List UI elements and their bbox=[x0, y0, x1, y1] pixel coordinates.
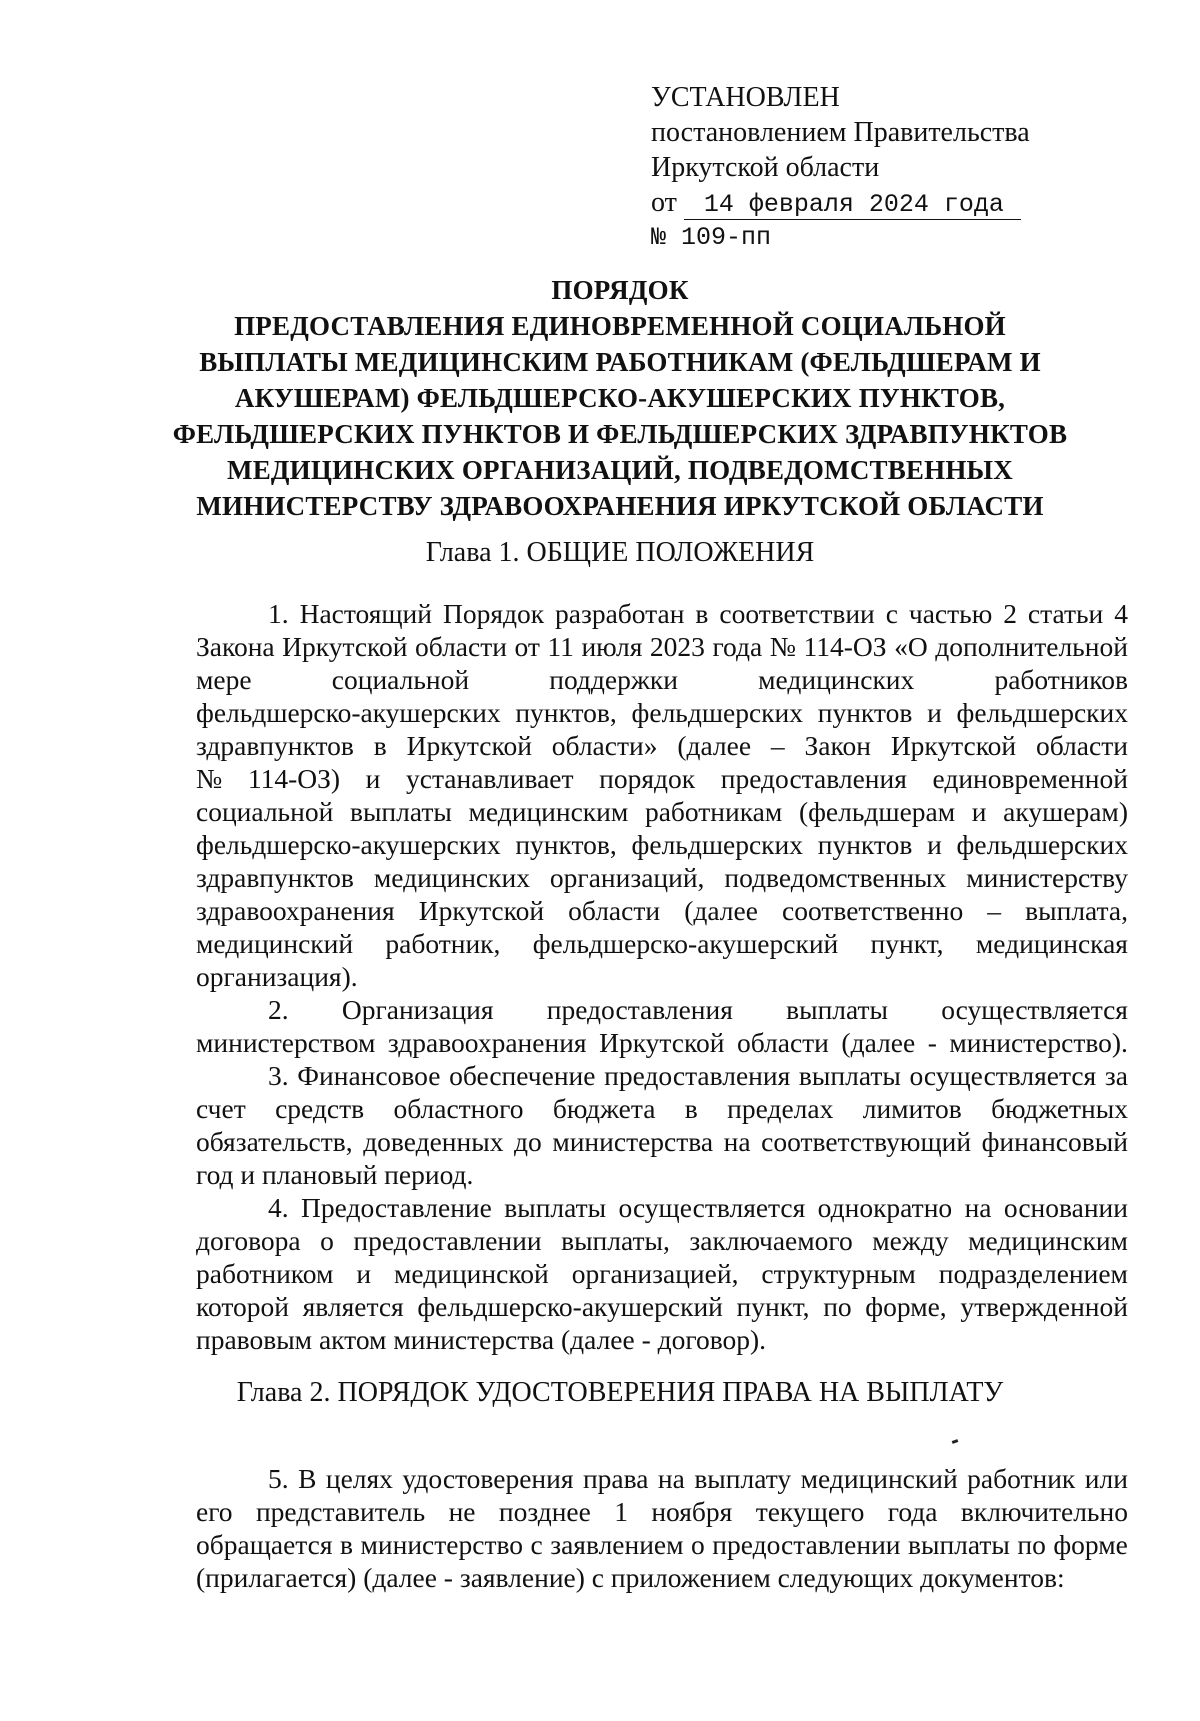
paragraph-line bbox=[196, 1059, 1128, 1092]
word: (далее bbox=[684, 895, 758, 926]
word: и bbox=[971, 796, 987, 827]
word: осуществляется bbox=[909, 1060, 1097, 1091]
word: пунктов, bbox=[515, 829, 617, 860]
word: и bbox=[356, 1258, 372, 1289]
word: здравпунктов bbox=[196, 862, 354, 893]
word: порядок bbox=[599, 763, 696, 794]
word: министерство bbox=[360, 1529, 524, 1560]
word: включительно bbox=[960, 1496, 1128, 1527]
word: представитель bbox=[255, 1496, 426, 1527]
word: подведомственных bbox=[724, 862, 947, 893]
word: права bbox=[582, 1463, 649, 1494]
paragraph-line bbox=[196, 960, 1128, 993]
word: о bbox=[691, 1529, 705, 1560]
word: мере bbox=[196, 664, 252, 695]
chapter-2-text bbox=[196, 1462, 1128, 1594]
title-line: АКУШЕРАМ) ФЕЛЬДШЕРСКО-АКУШЕРСКИХ ПУНКТОВ, bbox=[234, 383, 1006, 413]
word: работником bbox=[196, 1258, 334, 1289]
word: по bbox=[823, 1291, 852, 1322]
word: обязательств, bbox=[196, 1126, 353, 1157]
word: выплаты bbox=[786, 994, 888, 1025]
word: на bbox=[657, 1463, 685, 1494]
paragraph-line bbox=[196, 1528, 1128, 1561]
word: года bbox=[712, 631, 763, 662]
word: о bbox=[320, 1225, 334, 1256]
word: его bbox=[196, 1496, 233, 1527]
approval-number: № 109-пп bbox=[651, 223, 772, 252]
word: доведенных bbox=[363, 1126, 504, 1157]
word: социальной bbox=[196, 796, 334, 827]
word: министерству bbox=[966, 862, 1128, 893]
word: организацией, bbox=[571, 1258, 739, 1289]
word: выплата, bbox=[1025, 895, 1128, 926]
word: (фельдшерам bbox=[798, 796, 956, 827]
paragraph-line bbox=[196, 861, 1128, 894]
word: В bbox=[298, 1463, 317, 1494]
word: организаций, bbox=[549, 862, 705, 893]
word: фельдшерских bbox=[956, 829, 1128, 860]
word: фельдшерско-акушерский bbox=[417, 1291, 723, 1322]
document-title bbox=[170, 272, 1070, 524]
word: медицинской bbox=[394, 1258, 549, 1289]
paragraph-line bbox=[196, 1495, 1128, 1528]
word: - bbox=[927, 1027, 937, 1058]
title-line: ФЕЛЬДШЕРСКИХ ПУНКТОВ И ФЕЛЬДШЕРСКИХ ЗДРАВПУНКТОВ bbox=[172, 419, 1068, 449]
word: в bbox=[684, 1093, 698, 1124]
paragraph-line bbox=[196, 927, 1128, 960]
word: работников bbox=[994, 664, 1128, 695]
word: до bbox=[514, 1126, 542, 1157]
word: подразделением bbox=[938, 1258, 1128, 1289]
word: года bbox=[887, 1496, 938, 1527]
word: фельдшерских bbox=[631, 829, 803, 860]
word: 4 bbox=[1114, 598, 1128, 629]
word: медицинских bbox=[758, 664, 915, 695]
word: медицинским bbox=[968, 1225, 1128, 1256]
word: на bbox=[964, 1192, 992, 1223]
word: работник bbox=[967, 1463, 1076, 1494]
word: Настоящий bbox=[299, 598, 432, 629]
word: единовременной bbox=[932, 763, 1128, 794]
word: предоставлении bbox=[353, 1225, 542, 1256]
word: – bbox=[770, 730, 785, 761]
word: и bbox=[927, 697, 942, 728]
word: выплаты, bbox=[561, 1225, 670, 1256]
word: бюджетных bbox=[991, 1093, 1128, 1124]
word: счет bbox=[196, 1093, 246, 1124]
line-text: правовым актом министерства (далее - договор). bbox=[196, 1324, 767, 1355]
paragraph-line bbox=[196, 762, 1128, 795]
word: с bbox=[885, 598, 898, 629]
word: области» bbox=[551, 730, 658, 761]
approval-line-3: Иркутской области bbox=[651, 152, 880, 183]
word: дополнительной bbox=[935, 631, 1128, 662]
word: пунктов bbox=[817, 829, 913, 860]
paragraph-line bbox=[196, 1462, 1128, 1495]
word: предоставления bbox=[720, 763, 907, 794]
word: области bbox=[1036, 730, 1128, 761]
word: № bbox=[196, 763, 223, 794]
word: утвержденной bbox=[960, 1291, 1128, 1322]
word: фельдшерских bbox=[956, 697, 1128, 728]
word: поддержки bbox=[549, 664, 678, 695]
word: в bbox=[340, 1529, 353, 1560]
chapter-2-heading: Глава 2. ПОРЯДОК УДОСТОВЕРЕНИЯ ПРАВА НА ВЫПЛАТУ bbox=[236, 1377, 1004, 1408]
word: пункт, bbox=[870, 928, 944, 959]
word: текущего bbox=[755, 1496, 865, 1527]
paragraph-line bbox=[196, 696, 1128, 729]
word: осуществляется bbox=[618, 1192, 806, 1223]
word: (далее bbox=[841, 1027, 916, 1058]
word: пунктов, bbox=[515, 697, 617, 728]
title-line: ПРЕДОСТАВЛЕНИЯ ЕДИНОВРЕМЕННОЙ СОЦИАЛЬНОЙ bbox=[234, 311, 1006, 341]
word: предоставления bbox=[604, 1060, 791, 1091]
word: Организация bbox=[341, 994, 494, 1025]
word: на bbox=[723, 1126, 751, 1157]
paragraph-line bbox=[196, 795, 1128, 828]
word: разработан bbox=[555, 598, 685, 629]
word: 2. bbox=[268, 994, 289, 1025]
word: пункт, bbox=[736, 1291, 810, 1322]
paragraph-line bbox=[196, 1323, 1128, 1356]
word: 1 bbox=[614, 1496, 628, 1527]
word: медицинским bbox=[468, 796, 629, 827]
paragraph-line bbox=[196, 1092, 1128, 1125]
word: и bbox=[365, 763, 381, 794]
word: устанавливает bbox=[405, 763, 574, 794]
word: медицинский bbox=[196, 928, 354, 959]
word: 114-ОЗ bbox=[803, 631, 887, 662]
word: работник, bbox=[385, 928, 501, 959]
word: министерством bbox=[196, 1027, 376, 1058]
paragraph-line bbox=[196, 1191, 1128, 1224]
word: по bbox=[1017, 1529, 1046, 1560]
word: в bbox=[695, 598, 709, 629]
paragraph-line bbox=[196, 828, 1128, 861]
word: бюджета bbox=[552, 1093, 656, 1124]
word: финансовый bbox=[981, 1126, 1128, 1157]
word: форме, bbox=[865, 1291, 947, 1322]
word: 4. bbox=[268, 1192, 289, 1223]
word: основании bbox=[1003, 1192, 1128, 1223]
word: договора bbox=[196, 1225, 301, 1256]
word: предоставлении bbox=[712, 1529, 901, 1560]
word: соответственно bbox=[782, 895, 964, 926]
approval-date-prefix: от bbox=[651, 187, 677, 218]
approval-line-2: постановлением Правительства bbox=[651, 117, 1030, 148]
paragraph-line bbox=[196, 597, 1128, 630]
word: министерство). bbox=[949, 1027, 1128, 1058]
title-line: МИНИСТЕРСТВУ ЗДРАВООХРАНЕНИЯ ИРКУТСКОЙ ОБЛАСТИ bbox=[196, 491, 1044, 521]
word: целях bbox=[325, 1463, 393, 1494]
chapter-1-text bbox=[196, 597, 1128, 1356]
paragraph-line bbox=[196, 1026, 1128, 1059]
paragraph-line bbox=[196, 894, 1128, 927]
word: здравоохранения bbox=[196, 895, 395, 926]
paragraph-line bbox=[196, 1158, 1128, 1191]
word: частью bbox=[908, 598, 993, 629]
word: медицинских bbox=[373, 862, 530, 893]
word: Финансовое bbox=[297, 1060, 441, 1091]
approval-line-1: УСТАНОВЛЕН bbox=[651, 82, 840, 113]
word: 5. bbox=[268, 1463, 289, 1494]
word: 114-ОЗ) bbox=[247, 763, 341, 794]
word: выплаты bbox=[908, 1529, 1010, 1560]
word: статьи bbox=[1027, 598, 1104, 629]
word: позднее bbox=[498, 1496, 591, 1527]
word: 2023 bbox=[649, 631, 705, 662]
word: или bbox=[1084, 1463, 1128, 1494]
word: соответствии bbox=[719, 598, 875, 629]
line-text: год и плановый период. bbox=[196, 1159, 474, 1190]
word: выплаты bbox=[504, 1192, 607, 1223]
approval-date-value: 14 февраля 2024 года bbox=[684, 191, 1021, 220]
word: пунктов bbox=[817, 697, 913, 728]
word: форме bbox=[1053, 1529, 1128, 1560]
word: Порядок bbox=[442, 598, 545, 629]
title-line: МЕДИЦИНСКИХ ОРГАНИЗАЦИЙ, ПОДВЕДОМСТВЕННЫХ bbox=[227, 455, 1013, 485]
word: «О bbox=[894, 631, 928, 662]
word: является bbox=[302, 1291, 404, 1322]
paragraph-line bbox=[196, 630, 1128, 663]
word: областного bbox=[393, 1093, 524, 1124]
word: ноября bbox=[651, 1496, 733, 1527]
word: Иркутской bbox=[282, 631, 408, 662]
word: соответствующий bbox=[761, 1126, 972, 1157]
word: области bbox=[415, 631, 507, 662]
word: работникам bbox=[644, 796, 783, 827]
word: Иркутской bbox=[406, 730, 532, 761]
word: пределах bbox=[727, 1093, 834, 1124]
word: обеспечение bbox=[449, 1060, 596, 1091]
word: 1. bbox=[268, 598, 289, 629]
paragraph-line bbox=[196, 1290, 1128, 1323]
word: социальной bbox=[331, 664, 470, 695]
word: здравпунктов bbox=[196, 730, 354, 761]
word: выплату bbox=[694, 1463, 792, 1494]
word: удостоверения bbox=[402, 1463, 574, 1494]
title-line: ПОРЯДОК bbox=[551, 275, 689, 305]
word: однократно bbox=[817, 1192, 953, 1223]
word: 11 bbox=[547, 631, 574, 662]
title-line: ВЫПЛАТЫ МЕДИЦИНСКИМ РАБОТНИКАМ (ФЕЛЬДШЕРАМ И bbox=[199, 347, 1041, 377]
word: Закона bbox=[196, 631, 275, 662]
word: 3. bbox=[268, 1060, 289, 1091]
word: не bbox=[448, 1496, 476, 1527]
word: медицинская bbox=[975, 928, 1128, 959]
scan-speck bbox=[952, 1439, 959, 1444]
approval-date-row bbox=[651, 185, 1030, 220]
word: обращается bbox=[196, 1529, 333, 1560]
word: здравоохранения bbox=[387, 1027, 587, 1058]
paragraph-line bbox=[196, 993, 1128, 1026]
word: с bbox=[530, 1529, 543, 1560]
word: и bbox=[927, 829, 942, 860]
paragraph-line bbox=[196, 1257, 1128, 1290]
word: предоставления bbox=[546, 994, 733, 1025]
paragraph-line bbox=[196, 663, 1128, 696]
word: фельдшерско-акушерских bbox=[196, 697, 501, 728]
word: Закон bbox=[804, 730, 871, 761]
word: выплаты bbox=[798, 1060, 901, 1091]
word: Иркутской bbox=[890, 730, 1017, 761]
word: средств bbox=[275, 1093, 365, 1124]
paragraph-line bbox=[196, 1224, 1128, 1257]
word: от bbox=[514, 631, 540, 662]
approval-stamp bbox=[651, 80, 1030, 255]
word: Иркутской bbox=[418, 895, 545, 926]
word: медицинский bbox=[800, 1463, 958, 1494]
word: (далее bbox=[677, 730, 752, 761]
paragraph-line bbox=[196, 1561, 1128, 1594]
word: Предоставление bbox=[301, 1192, 492, 1223]
word: структурным bbox=[761, 1258, 916, 1289]
word: фельдшерско-акушерский bbox=[532, 928, 839, 959]
word: лимитов bbox=[862, 1093, 962, 1124]
word: за bbox=[1104, 1060, 1128, 1091]
paragraph-line bbox=[196, 729, 1128, 762]
paragraph-line bbox=[196, 1125, 1128, 1158]
word: выплаты bbox=[349, 796, 452, 827]
word: осуществляется bbox=[941, 994, 1128, 1025]
word: фельдшерско-акушерских bbox=[196, 829, 501, 860]
word: области bbox=[568, 895, 661, 926]
word: в bbox=[373, 730, 387, 761]
word: министерства bbox=[552, 1126, 714, 1157]
word: июля bbox=[581, 631, 643, 662]
word: между bbox=[872, 1225, 949, 1256]
word: заключаемого bbox=[689, 1225, 853, 1256]
word: фельдшерских bbox=[631, 697, 803, 728]
word: – bbox=[987, 895, 1002, 926]
word: № bbox=[769, 631, 796, 662]
word: заявлением bbox=[550, 1529, 684, 1560]
word: области bbox=[736, 1027, 829, 1058]
line-text: (прилагается) (далее - заявление) с приложением следующих документов: bbox=[196, 1562, 1065, 1593]
word: акушерам) bbox=[1003, 796, 1128, 827]
line-text: организация). bbox=[196, 961, 358, 992]
word: Иркутской bbox=[599, 1027, 725, 1058]
chapter-1-heading: Глава 1. ОБЩИЕ ПОЛОЖЕНИЯ bbox=[425, 537, 815, 568]
word: 2 bbox=[1003, 598, 1017, 629]
word: которой bbox=[196, 1291, 289, 1322]
